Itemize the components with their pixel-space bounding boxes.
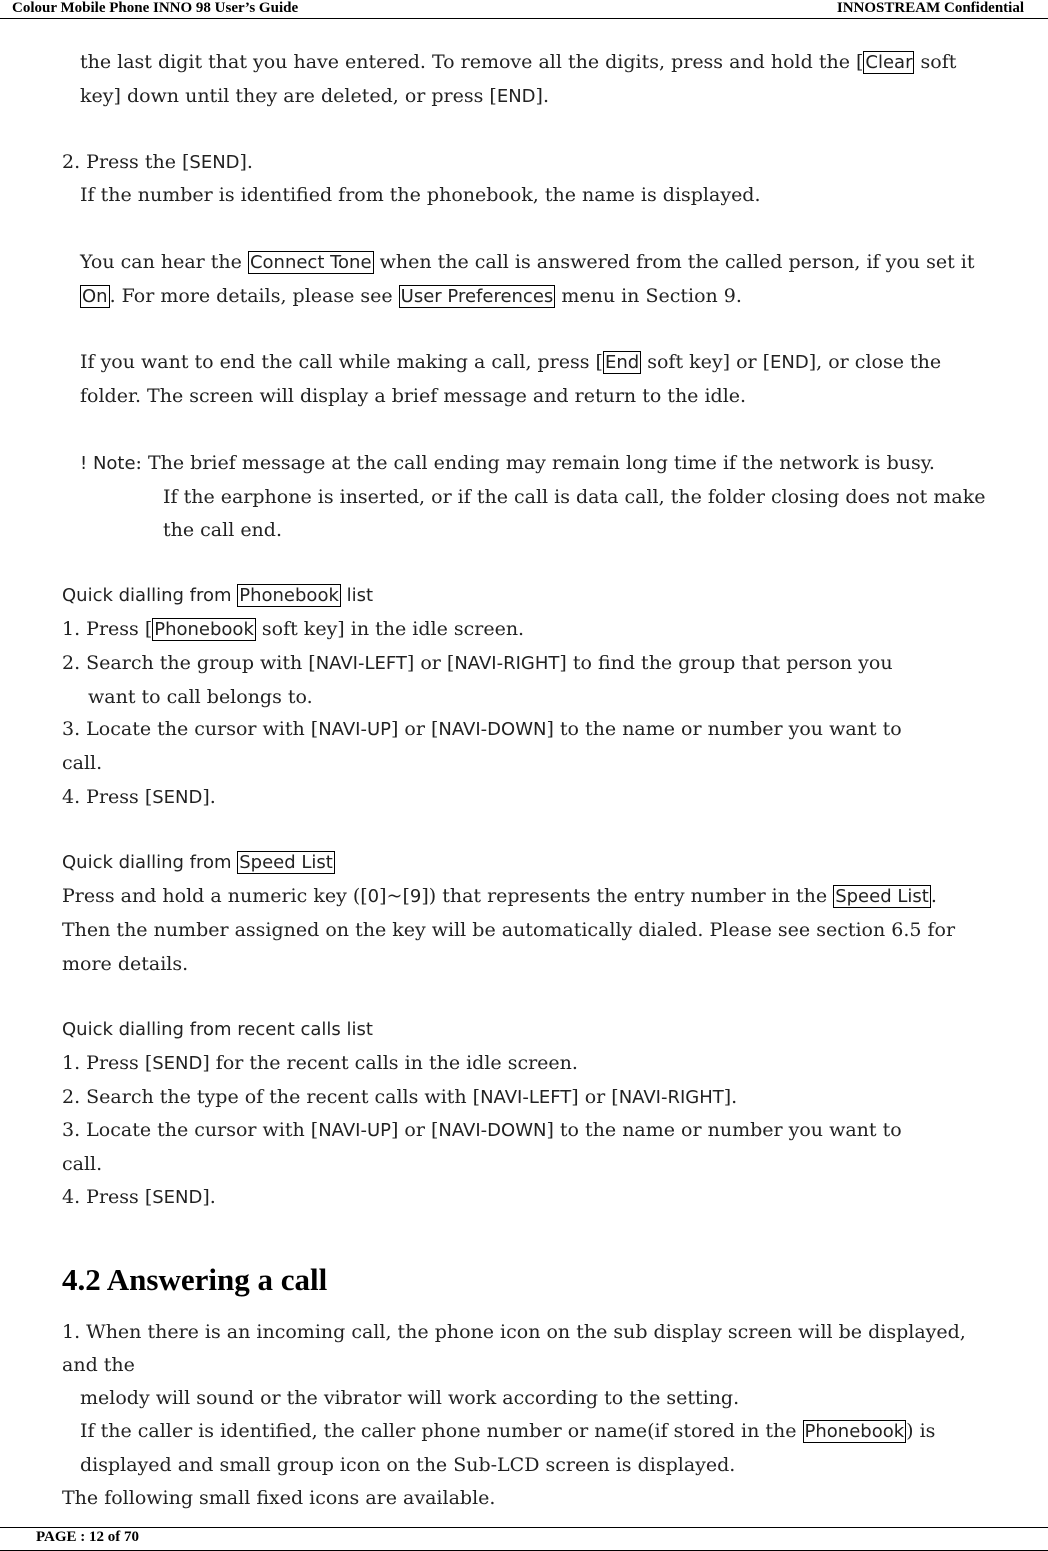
key-label: SEND bbox=[189, 152, 240, 173]
text-line: 3. Locate the cursor with [NAVI-UP] or [NAVI-DOWN] to the name or number you want to bbox=[62, 1119, 902, 1141]
text-line: displayed and small group icon on the Sub-LCD screen is displayed. bbox=[80, 1454, 736, 1476]
text-line: the last digit that you have entered. To remove all the digits, press and hold the [ Clear soft bbox=[80, 51, 957, 73]
text-line: The following small fixed icons are available. bbox=[62, 1487, 496, 1509]
text-line: melody will sound or the vibrator will work according to the setting. bbox=[80, 1387, 740, 1409]
text-line: If the number is identified from the phonebook, the name is displayed. bbox=[80, 184, 761, 206]
speed-list-label: Speed List bbox=[239, 852, 333, 873]
section-heading: 4.2 Answering a call bbox=[62, 1262, 328, 1297]
text-line: On . For more details, please see User Preferences menu in Section 9. bbox=[82, 285, 742, 307]
text-line: If the earphone is inserted, or if the call is data call, the folder closing does not make bbox=[163, 486, 986, 508]
connect-tone-label: Connect Tone bbox=[249, 252, 372, 273]
text-line: 1. Press [ Phonebook soft key] in the idle screen. bbox=[62, 618, 525, 640]
text-line: 2. Search the type of the recent calls with [NAVI-LEFT] or [NAVI-RIGHT]. bbox=[62, 1086, 738, 1108]
page-header bbox=[0, 0, 1048, 19]
key-label: END bbox=[496, 86, 536, 107]
text-line: call. bbox=[62, 1153, 103, 1175]
text-line: Then the number assigned on the key will be automatically dialed. Please see section 6.5 for bbox=[62, 919, 956, 941]
text-line: 4. Press [SEND]. bbox=[62, 1186, 216, 1208]
end-softkey-label: End bbox=[604, 352, 640, 373]
user-preferences-label: User Preferences bbox=[400, 286, 554, 307]
text-line: 1. Press [SEND] for the recent calls in the idle screen. bbox=[62, 1052, 578, 1074]
text-line: and the bbox=[62, 1354, 135, 1376]
text-line: 2. Press the [SEND]. bbox=[62, 151, 253, 173]
phonebook-label: Phonebook bbox=[239, 585, 339, 606]
text-line: 4. Press [SEND]. bbox=[62, 786, 216, 808]
section-title-speed-list: Quick dialling from Speed List bbox=[62, 852, 333, 873]
text-line: call. bbox=[62, 752, 103, 774]
text-line: folder. The screen will display a brief message and return to the idle. bbox=[80, 385, 747, 407]
key-label: END bbox=[770, 352, 809, 373]
text-line: 1. When there is an incoming call, the phone icon on the sub display screen will be displayed, bbox=[62, 1321, 966, 1343]
text-line: 3. Locate the cursor with [NAVI-UP] or [NAVI-DOWN] to the name or number you want to bbox=[62, 718, 902, 740]
text-line: want to call belongs to. bbox=[88, 686, 313, 708]
text-line: Press and hold a numeric key ([0]~[9]) that represents the entry number in the Speed List . bbox=[62, 885, 937, 907]
phonebook-softkey-label: Phonebook bbox=[154, 619, 254, 640]
text-line: more details. bbox=[62, 953, 189, 975]
clear-softkey-label: Clear bbox=[865, 52, 913, 73]
page-footer bbox=[0, 1527, 1048, 1551]
page-number: PAGE : 12 of 70 bbox=[36, 1529, 140, 1545]
section-title-recent-calls: Quick dialling from recent calls list bbox=[62, 1019, 373, 1040]
text-line: 2. Search the group with [NAVI-LEFT] or [NAVI-RIGHT] to find the group that person you bbox=[62, 652, 893, 674]
text-line: If the caller is identified, the caller phone number or name(if stored in the Phonebook ) is bbox=[80, 1420, 936, 1442]
phonebook-label: Phonebook bbox=[804, 1421, 905, 1442]
note: ! Note: The brief message at the call ending may remain long time if the network is busy. bbox=[80, 452, 935, 474]
speed-list-label: Speed List bbox=[835, 886, 929, 907]
note-label: ! Note bbox=[80, 453, 136, 474]
text-line: the call end. bbox=[163, 519, 283, 541]
text-line: If you want to end the call while making a call, press [ End soft key] or [END], or close the bbox=[80, 351, 942, 373]
text-line: key] down until they are deleted, or press [END]. bbox=[80, 85, 549, 107]
header-doc-title: Colour Mobile Phone INNO 98 User’s Guide bbox=[12, 0, 299, 16]
on-option-label: On bbox=[82, 286, 108, 307]
section-title-phonebook: Quick dialling from Phonebook list bbox=[62, 585, 374, 606]
text-line: You can hear the Connect Tone when the call is answered from the called person, if you set it bbox=[80, 251, 975, 273]
header-confidential: INNOSTREAM Confidential bbox=[836, 0, 1024, 16]
